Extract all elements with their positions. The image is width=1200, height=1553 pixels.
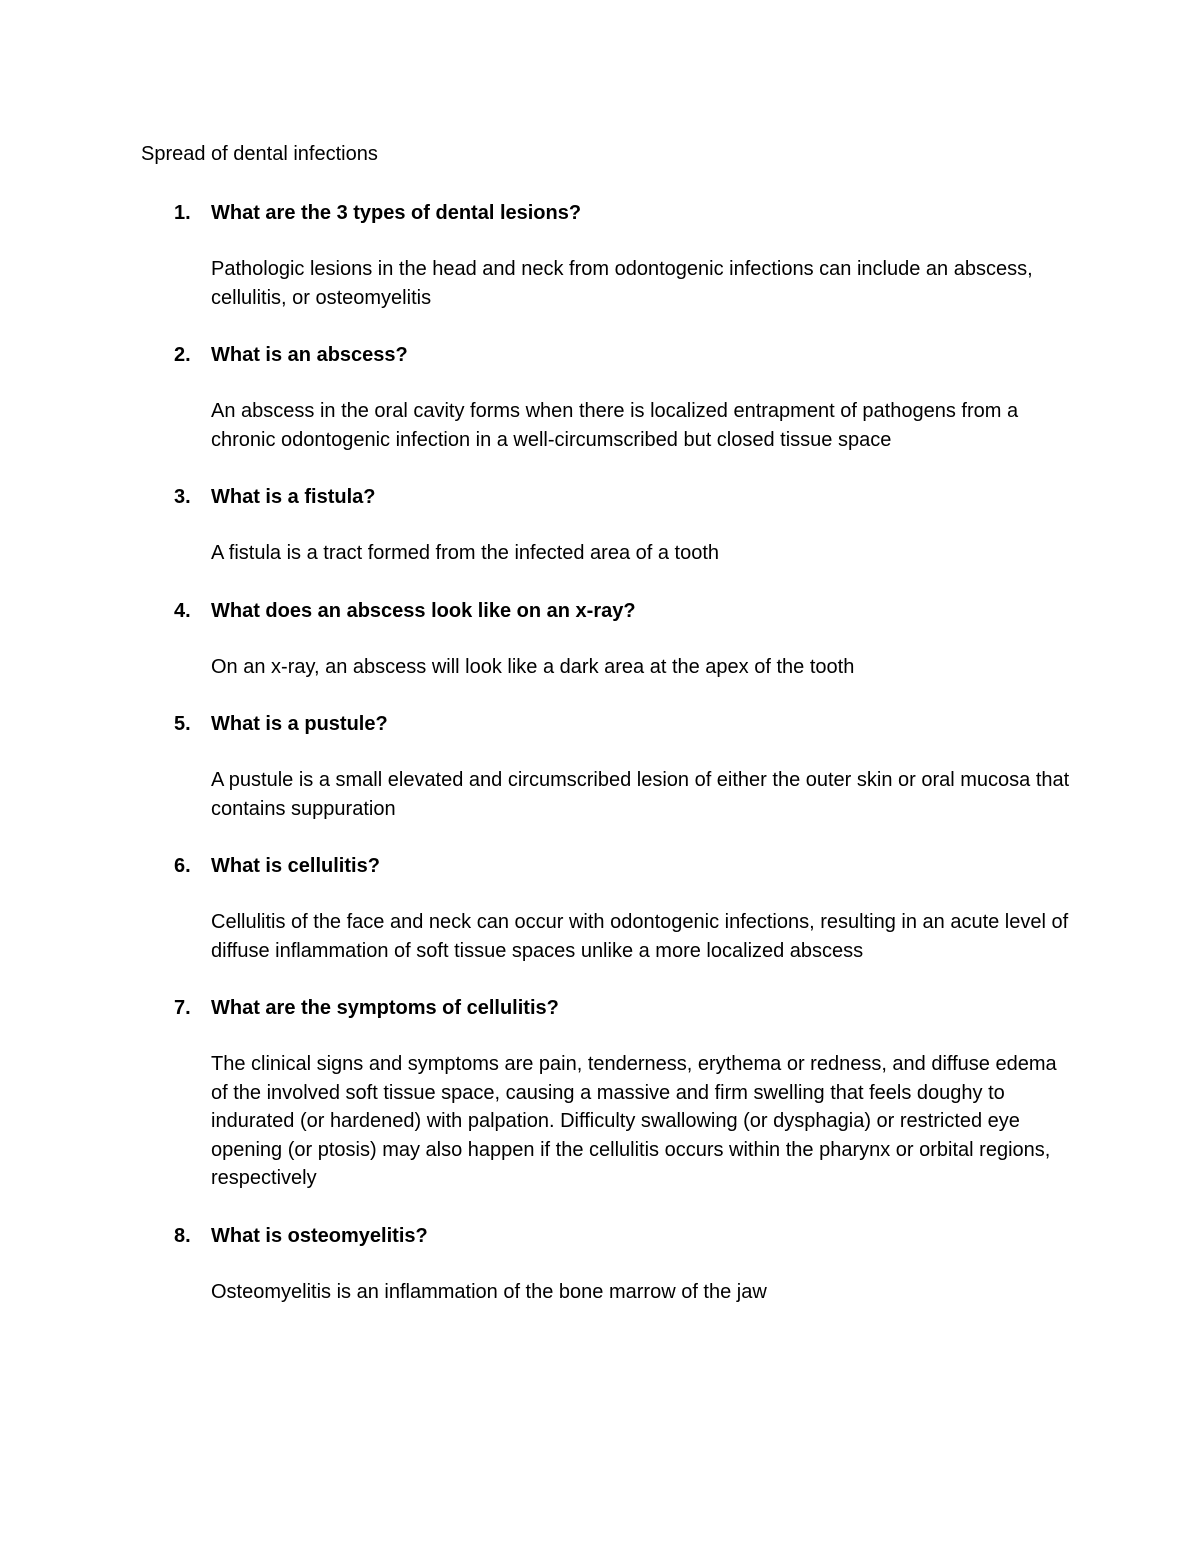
question-text: What is a pustule?	[211, 713, 388, 735]
answer-text: An abscess in the oral cavity forms when there is localized entrapment of pathogens from a chronic odontogenic infection in a well-circumscribed but closed tissue space	[211, 400, 1019, 451]
question-text: What does an abscess look like on an x-ray?	[211, 600, 636, 622]
question-number: 8.	[174, 1225, 191, 1247]
question-text: What is an abscess?	[211, 344, 408, 366]
question-number: 1.	[174, 202, 191, 224]
question-number: 6.	[174, 855, 191, 877]
answer-text: On an x-ray, an abscess will look like a dark area at the apex of the tooth	[211, 656, 855, 678]
answer-text: A pustule is a small elevated and circumscribed lesion of either the outer skin or oral mucosa that contains suppuration	[211, 769, 1070, 820]
question-text: What are the symptoms of cellulitis?	[211, 997, 559, 1019]
question-number: 2.	[174, 344, 191, 366]
question-number: 4.	[174, 600, 191, 622]
answer-text: Cellulitis of the face and neck can occur with odontogenic infections, resulting in an acute level of diffuse inflammation of soft tissue spaces unlike a more localized abscess	[211, 911, 1069, 962]
question-number: 7.	[174, 997, 191, 1019]
answer-text: Osteomyelitis is an inflammation of the bone marrow of the jaw	[211, 1281, 767, 1303]
answer-text: A fistula is a tract formed from the infected area of a tooth	[211, 542, 720, 564]
answer-text: Pathologic lesions in the head and neck from odontogenic infections can include an abscess, cellulitis, or osteomyelitis	[211, 258, 1033, 309]
question-text: What are the 3 types of dental lesions?	[211, 202, 582, 224]
answer-text: The clinical signs and symptoms are pain, tenderness, erythema or redness, and diffuse edema of the involved soft tissue space, causing a massive and firm swelling that feels doughy to indurated (or hardened) with palpation. Difficulty swallowing (or dysphagia) or restricted eye opening (or ptosis) may also happen if the cellulitis occurs within the pharynx or orbital regions, respectively	[211, 1053, 1057, 1190]
question-number: 3.	[174, 486, 191, 508]
question-text: What is cellulitis?	[211, 855, 380, 877]
question-text: What is osteomyelitis?	[211, 1225, 428, 1247]
question-text: What is a fistula?	[211, 486, 376, 508]
question-number: 5.	[174, 713, 191, 735]
document-title: Spread of dental infections	[141, 143, 378, 165]
